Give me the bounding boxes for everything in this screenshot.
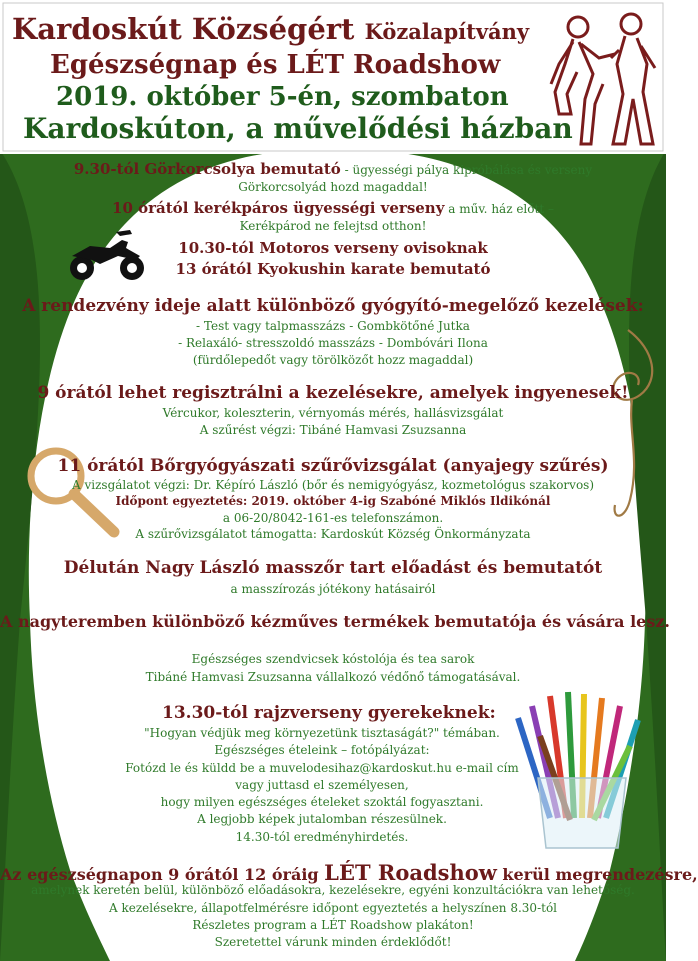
food-line-1: Egészséges szendvicsek kóstolója és tea sarok (191, 652, 475, 666)
drawing-line-2: Egészséges ételeink – fotópályázat: (214, 743, 430, 758)
drawing-line-5: hogy milyen egészséges ételeket szoktál fogyasztani. (160, 795, 484, 810)
event-bicycle-detail: a műv. ház előtt – (444, 202, 554, 216)
event-karate: 13 órától Kyokushin karate bemutató (175, 260, 491, 278)
header-line-4: Kardoskúton, a művelődési házban (23, 112, 573, 145)
crafts-title: A nagyteremben különböző kézműves termékek bemutatója és vására lesz. (0, 612, 670, 631)
roadshow-title (0, 860, 698, 885)
header-line-2: Egészségnap és LÉT Roadshow (50, 50, 501, 80)
registration-title: 9 órától lehet regisztrálni a kezelésekre, amelyek ingyenesek! (37, 383, 629, 403)
event-bicycle (0, 199, 666, 217)
event-bicycle-note: Kerékpárod ne felejtsd otthon! (239, 219, 427, 233)
skin-screening-line-4: A szűrővizsgálatot támogatta: Kardoskút Község Önkormányzata (135, 527, 531, 541)
treatment-line-1: - Test vagy talpmasszázs - Gombkötőné Jutka (196, 319, 470, 333)
treatment-line-2: - Relaxáló- stresszoldó masszázs - Dombóvári Ilona (178, 336, 488, 350)
event-rollerskate-detail: - ügyességi pálya kipróbálása és verseny (340, 163, 593, 177)
massage-title: Délután Nagy László masszőr tart előadást és bemutatót (63, 558, 603, 578)
quad-bike-icon (66, 226, 148, 282)
event-rollerskate (0, 160, 666, 178)
drawing-title: 13.30-tól rajzverseny gyerekeknek: (162, 703, 496, 723)
registration-line-1: Vércukor, koleszterin, vérnyomás mérés, hallásvizsgálat (162, 406, 504, 420)
foundation-name: Kardoskút Községért (12, 12, 355, 46)
foundation-suffix: Közalapítvány (364, 19, 530, 44)
event-bicycle-title: 10 órától kerékpáros ügyességi verseny (112, 199, 445, 217)
food-line-2: Tibáné Hamvasi Zsuzsanna vállalkozó védőnő támogatásával. (145, 670, 521, 684)
registration-line-2: A szűrést végzi: Tibáné Hamvasi Zsuzsanna (199, 423, 467, 437)
colored-pencils-icon (510, 688, 655, 850)
event-rollerskate-note: Görkorcsolyád hozd magaddal! (238, 180, 428, 194)
roadshow-name: LÉT Roadshow (324, 860, 497, 885)
massage-line-1: a masszírozás jótékony hatásairól (230, 582, 436, 596)
roadshow-line-3: Részletes program a LÉT Roadshow plakáton! (192, 918, 474, 932)
roadshow-line-2: A kezelésekre, állapotfelmérésre időpont egyeztetés a helyszínen 8.30-tól (108, 901, 558, 915)
header-line-3: 2019. október 5-én, szombaton (56, 82, 509, 112)
skin-screening-title: 11 órától Bőrgyógyászati szűrővizsgálat (anyajegy szűrés) (57, 456, 609, 476)
treatment-line-3: (fürdőlepedőt vagy törölközőt hozz magaddal) (192, 353, 474, 367)
header-line-1 (12, 12, 529, 46)
skin-screening-line-1: A vizsgálatot végzi: Dr. Képíró László (bőr és nemigyógyász, kozmetológus szakorvos) (71, 478, 595, 492)
roadshow-line-1: amelynek keretén belül, különböző előadásokra, kezelésekre, egyéni konzultációkra van lehetőség. (31, 883, 635, 897)
roadshow-title-part-3: kerül megrendezésre, (496, 865, 698, 884)
skin-screening-line-3: a 06-20/8042-161-es telefonszámon. (222, 511, 444, 525)
event-rollerskate-title: 9.30-tól Görkorcsolya bemutató (73, 160, 341, 178)
drawing-line-3: Fotózd le és küldd be a muvelodesihaz@kardoskut.hu e-mail cím (125, 760, 519, 775)
drawing-line-1: "Hogyan védjük meg környezetünk tisztaságát?" témában. (144, 726, 500, 740)
skin-screening-line-2: Időpont egyeztetés: 2019. október 4-ig Szabóné Miklós Ildikónál (115, 494, 551, 508)
walking-couple-icon (545, 4, 660, 150)
treatments-title: A rendezvény ideje alatt különböző gyógyító-megelőző kezelések: (22, 296, 644, 316)
drawing-line-6: A legjobb képek jutalomban részesülnek. (197, 812, 447, 827)
drawing-block (122, 725, 522, 846)
event-motor-race: 10.30-tól Motoros verseny ovisoknak (178, 239, 488, 257)
drawing-line-4: vagy juttasd el személyesen, (235, 777, 409, 792)
roadshow-line-4: Szeretettel várunk minden érdeklődőt! (214, 935, 452, 949)
roadshow-title-part-1: Az egészségnapon 9 órától 12 óráig (0, 865, 325, 884)
drawing-line-7: 14.30-tól eredményhirdetés. (235, 829, 409, 844)
